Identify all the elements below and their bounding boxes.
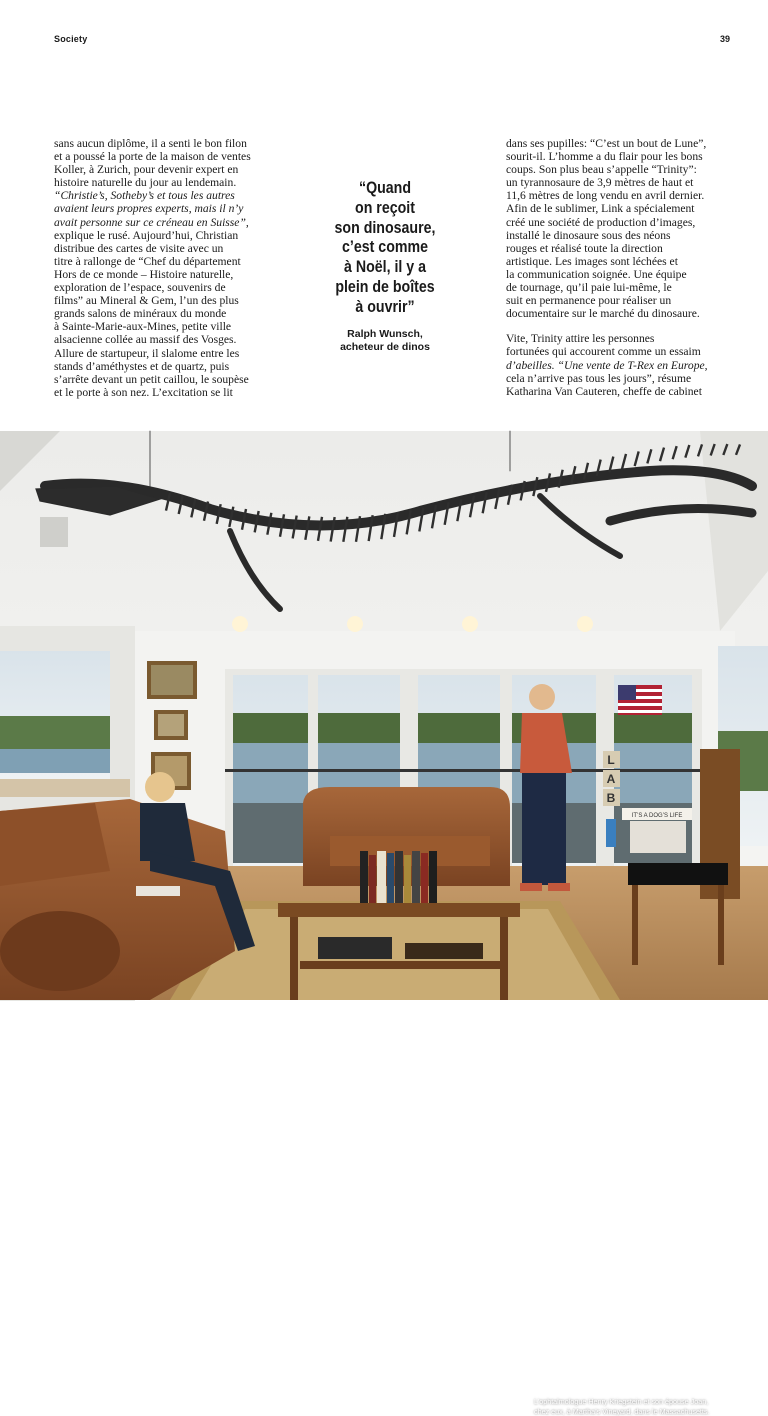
text-line: sans aucun diplôme, il a senti le bon filon xyxy=(54,137,266,150)
pull-quote-line: on reçoit xyxy=(312,199,458,219)
text-line: s’arrête devant un petit caillou, le soupèse xyxy=(54,373,266,386)
text-line: 11,6 mètres de long vendu en avril dernier. xyxy=(506,189,721,202)
text-line: fortunées qui accourent comme un essaim xyxy=(506,345,721,358)
quote-author-role: acheteur de dinos xyxy=(300,341,470,354)
text-line: Vite, Trinity attire les personnes xyxy=(506,332,721,345)
text-line: artistique. Les images sont léchées et xyxy=(506,255,721,268)
text-line: histoire naturelle du jour au lendemain. xyxy=(54,176,266,189)
sign-letter-b: B xyxy=(607,791,616,805)
text-line: grands salons de minéraux du monde xyxy=(54,307,266,320)
pull-quote-line: à ouvrir” xyxy=(312,298,458,318)
text-line: Koller, à Zurich, pour devenir expert en xyxy=(54,163,266,176)
living-room-photo xyxy=(0,431,768,1000)
pull-quote-line: son dinosaure, xyxy=(312,219,458,239)
photo-illustration xyxy=(0,431,768,1000)
text-line: documentaire sur le marché du dinosaure. xyxy=(506,307,721,320)
text-line: d’abeilles. “Une vente de T-Rex en Europe, xyxy=(506,359,721,372)
text-line: cela n’arrive pas tous les jours”, résume xyxy=(506,372,721,385)
text-line: installé le dinosaure sous des néons xyxy=(506,229,721,242)
pull-quote xyxy=(300,179,470,354)
text-line: Katharina Van Cauteren, cheffe de cabinet xyxy=(506,385,721,398)
text-line: stands d’améthystes et de quartz, puis xyxy=(54,360,266,373)
dog-sign: IT’S A DOG’S LIFE xyxy=(632,813,683,819)
pull-quote-line: plein de boîtes xyxy=(312,278,458,298)
text-line: “Christie’s, Sotheby’s et tous les autres xyxy=(54,189,266,202)
text-line: suit en permanence pour réaliser un xyxy=(506,294,721,307)
text-line: Afin de le sublimer, Link a spécialement xyxy=(506,202,721,215)
text-line: sourit-il. L’homme a du flair pour les bons xyxy=(506,150,721,163)
caption-line: chez eux, à Martha’s Vineyard, dans le Massachusetts. xyxy=(534,1407,754,1416)
text-line: Hors de ce monde – Histoire naturelle, xyxy=(54,268,266,281)
text-line: avaient leurs propres experts, mais il n’y xyxy=(54,202,266,215)
paragraph xyxy=(506,137,721,320)
paragraph xyxy=(506,332,721,397)
text-line: et a poussé la porte de la maison de ventes xyxy=(54,150,266,163)
text-line: Allure de startupeur, il slalome entre les xyxy=(54,347,266,360)
text-line: explique le rusé. Aujourd’hui, Christian xyxy=(54,229,266,242)
body-column-right xyxy=(506,137,721,398)
page-number: 39 xyxy=(720,34,730,44)
photo-caption xyxy=(534,1397,754,1416)
text-line: à Sainte-Marie-aux-Mines, petite ville xyxy=(54,320,266,333)
text-line: et le porte à son nez. L’excitation se lit xyxy=(54,386,266,399)
section-label: Society xyxy=(54,34,87,44)
text-line: la communication soignée. Une équipe xyxy=(506,268,721,281)
caption-line: L’ophtalmologue Henry Kriegstein et son épouse Joan, xyxy=(534,1397,754,1407)
text-line: exploration de l’espace, souvenirs de xyxy=(54,281,266,294)
paragraph xyxy=(54,137,266,399)
text-line: dans ses pupilles: “C’est un bout de Lune”, xyxy=(506,137,721,150)
pull-quote-line: c’est comme xyxy=(312,238,458,258)
text-line: créé une société de production d’images, xyxy=(506,216,721,229)
text-line: de tournage, qu’il paie lui-même, le xyxy=(506,281,721,294)
pull-quote-line: “Quand xyxy=(312,179,458,199)
sign-letter-a: A xyxy=(607,772,616,786)
text-line: un tyrannosaure de 3,9 mètres de haut et xyxy=(506,176,721,189)
text-line: films” au Mineral & Gem, l’un des plus xyxy=(54,294,266,307)
text-line: rouges et réalisé toute la direction xyxy=(506,242,721,255)
pull-quote-line: à Noël, il y a xyxy=(312,258,458,278)
body-column-left xyxy=(54,137,266,399)
text-line: avait personne sur ce créneau en Suisse”, xyxy=(54,216,266,229)
text-line: coups. Son plus beau s’appelle “Trinity”: xyxy=(506,163,721,176)
text-line: distribue des cartes de visite avec un xyxy=(54,242,266,255)
text-line: alsacienne collée au massif des Vosges. xyxy=(54,333,266,346)
sign-letter-l: L xyxy=(607,753,614,767)
text-line: titre à rallonge de “Chef du département xyxy=(54,255,266,268)
quote-author: Ralph Wunsch, xyxy=(300,328,470,341)
